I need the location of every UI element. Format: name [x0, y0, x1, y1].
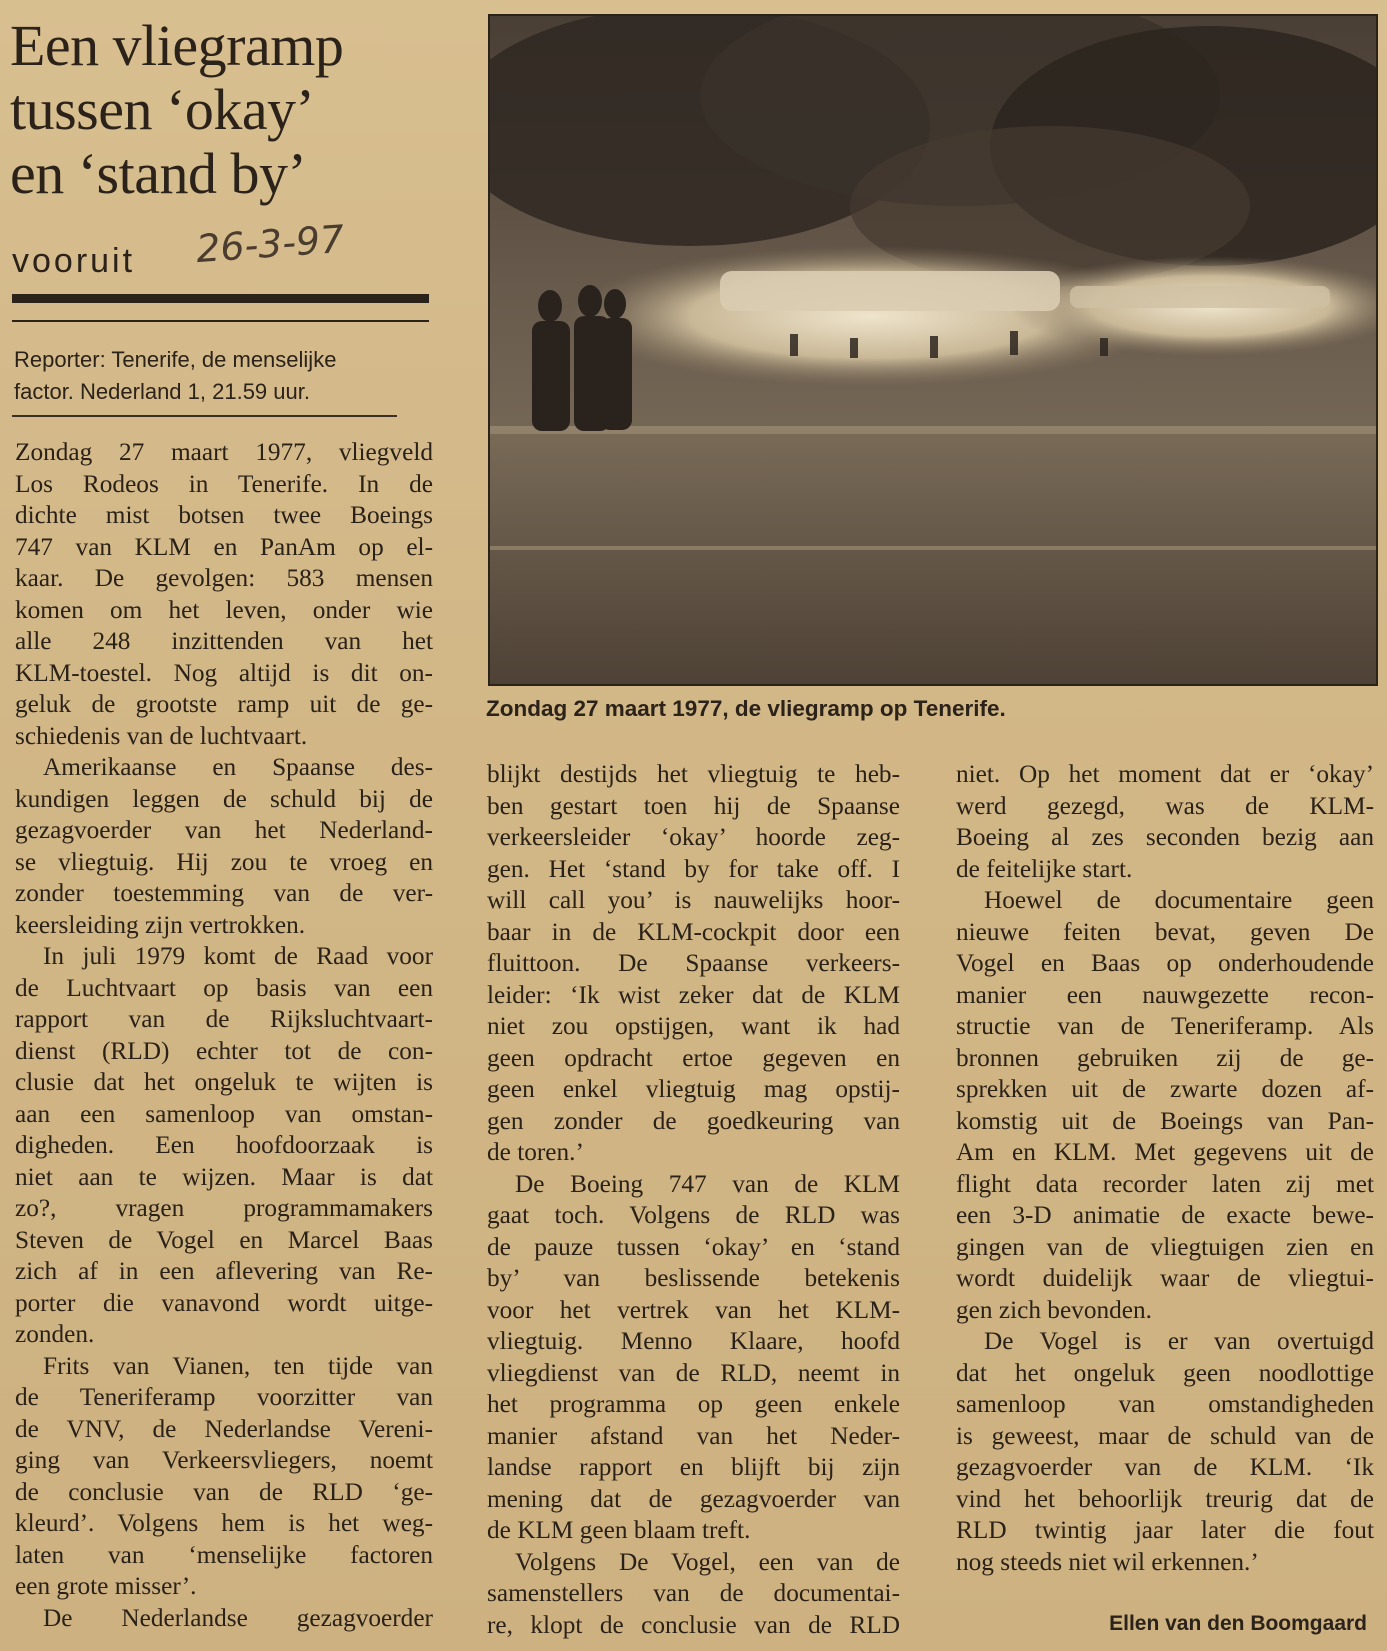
- article-line: by’ van beslissende betekenis: [487, 1264, 900, 1292]
- article-line: voor het vertrek van het KLM-: [487, 1295, 900, 1324]
- article-line: Vogel en Baas op onderhoudende: [956, 949, 1374, 977]
- article-line: nog steeds niet wil erkennen.’: [956, 1547, 1259, 1576]
- article-line: alle 248 inzittenden van het: [15, 627, 433, 655]
- article-line: KLM-toestel. Nog altijd is dit on-: [15, 658, 433, 687]
- byline: Ellen van den Boomgaard: [1109, 1612, 1367, 1635]
- article-line: nieuwe feiten bevat, geven De: [956, 917, 1374, 946]
- photo-illustration: [490, 16, 1376, 684]
- article-line: digheden. Een hoofdoorzaak is: [15, 1131, 433, 1159]
- article-line: samenloop van omstandigheden: [956, 1390, 1374, 1418]
- article-line: Zondag 27 maart 1977, vliegveld: [15, 438, 433, 466]
- article-line: werd gezegd, was de KLM-: [956, 791, 1374, 820]
- article-line: de pauze tussen ‘okay’ en ‘stand: [487, 1232, 900, 1261]
- headline-line: Een vliegramp: [10, 13, 344, 78]
- photo-caption: Zondag 27 maart 1977, de vliegramp op Tenerife.: [486, 696, 1006, 721]
- article-line: komen om het leven, onder wie: [15, 595, 433, 624]
- article-line: mening dat de gezagvoerder van: [487, 1484, 900, 1513]
- article-line: Volgens De Vogel, een van de: [515, 1547, 900, 1576]
- article-line: bronnen gebruiken zij de ge-: [956, 1043, 1374, 1072]
- article-line: sprekken uit de zwarte dozen af-: [956, 1075, 1374, 1103]
- article-line: laten van ‘menselijke factoren: [15, 1540, 433, 1569]
- article-line: De Nederlandse gezagvoerder: [43, 1603, 433, 1632]
- article-column-1: [15, 437, 433, 1634]
- article-line: manier een nauwgezette recon-: [956, 980, 1374, 1009]
- article-line: de conclusie van de RLD ‘ge-: [15, 1477, 433, 1506]
- article-line: zo?, vragen programmamakers: [15, 1194, 433, 1222]
- article-line: Am en KLM. Met gegevens uit de: [956, 1138, 1374, 1166]
- article-line: manier afstand van het Neder-: [487, 1421, 900, 1450]
- article-line: de KLM geen blaam treft.: [487, 1516, 751, 1544]
- article-line: clusie dat het ongeluk te wijten is: [15, 1068, 433, 1096]
- article-line: niet zou opstijgen, want ik had: [487, 1012, 900, 1040]
- article-line: gen. Het ‘stand by for take off. I: [487, 854, 900, 883]
- article-line: aan een samenloop van omstan-: [15, 1099, 433, 1128]
- article-line: zonder toestemming van de ver-: [15, 879, 433, 907]
- newspaper-source: vooruit: [12, 242, 136, 280]
- article-line: dat het ongeluk geen noodlottige: [956, 1358, 1374, 1387]
- article-line: de Luchtvaart op basis van een: [15, 973, 433, 1002]
- article-line: gezagvoerder van het Nederland-: [15, 816, 433, 844]
- article-line: will call you’ is nauwelijks hoor-: [487, 886, 900, 914]
- handwritten-date: 26-3-97: [194, 216, 346, 272]
- article-line: kleurd’. Volgens hem is het weg-: [15, 1509, 433, 1537]
- article-line: vliegdienst van de RLD, neemt in: [487, 1358, 900, 1387]
- article-line: De Vogel is er van overtuigd: [984, 1327, 1374, 1355]
- article-line: structie van de Teneriferamp. Als: [956, 1012, 1374, 1040]
- article-column-2: [487, 759, 900, 1641]
- article-line: een grote misser’.: [15, 1572, 197, 1600]
- article-line: zonden.: [15, 1320, 95, 1348]
- article-line: gingen van de vliegtuigen zien en: [956, 1232, 1374, 1261]
- article-line: verkeersleider ‘okay’ hoorde zeg-: [487, 823, 900, 851]
- divider-thick: [12, 294, 429, 303]
- photo-plane-crash: [488, 14, 1378, 686]
- headline-line: tussen ‘okay’: [10, 77, 315, 142]
- headline: [10, 14, 450, 206]
- article-line: geen enkel vliegtuig mag opstij-: [487, 1075, 900, 1103]
- article-line: niet. Op het moment dat er ‘okay’: [956, 760, 1374, 788]
- article-line: keersleiding zijn vertrokken.: [15, 910, 306, 939]
- article-line: geen opdracht ertoe gegeven en: [487, 1043, 900, 1072]
- article-line: fluittoon. De Spaanse verkeers-: [487, 949, 900, 977]
- article-line: niet aan te wijzen. Maar is dat: [15, 1162, 433, 1191]
- article-line: gen zich bevonden.: [956, 1295, 1152, 1324]
- article-line: schiedenis van de luchtvaart.: [15, 721, 308, 750]
- article-line: dichte mist botsen twee Boeings: [15, 501, 433, 529]
- article-line: ging van Verkeersvliegers, noemt: [15, 1446, 433, 1474]
- article-line: gezagvoerder van de KLM. ‘Ik: [956, 1453, 1374, 1481]
- article-line: 747 van KLM en PanAm op el-: [15, 532, 433, 561]
- article-line: De Boeing 747 van de KLM: [515, 1169, 900, 1198]
- article-line: komstig uit de Boeings van Pan-: [956, 1106, 1374, 1135]
- article-line: Los Rodeos in Tenerife. In de: [15, 469, 433, 498]
- article-line: kaar. De gevolgen: 583 mensen: [15, 564, 433, 592]
- article-line: RLD twintig jaar later die fout: [956, 1516, 1374, 1544]
- article-line: ben gestart toen hij de Spaanse: [487, 791, 900, 820]
- article-column-3: [956, 759, 1374, 1578]
- article-line: Boeing al zes seconden bezig aan: [956, 823, 1374, 851]
- article-line: In juli 1979 komt de Raad voor: [43, 942, 433, 970]
- article-line: de toren.’: [487, 1138, 584, 1166]
- article-line: blijkt destijds het vliegtuig te heb-: [487, 760, 900, 788]
- article-line: is geweest, maar de schuld van de: [956, 1421, 1374, 1450]
- article-line: Frits van Vianen, ten tijde van: [43, 1351, 433, 1380]
- article-line: leider: ‘Ik wist zeker dat de KLM: [487, 980, 900, 1009]
- article-line: een 3-D animatie de exacte bewe-: [956, 1201, 1374, 1229]
- article-line: gen zonder de goedkeuring van: [487, 1106, 900, 1135]
- article-line: het programma op geen enkele: [487, 1390, 900, 1418]
- article-line: zich af in een aflevering van Re-: [15, 1257, 433, 1285]
- divider-thin: [12, 320, 429, 322]
- article-line: landse rapport en blijft bij zijn: [487, 1453, 900, 1481]
- article-line: vliegtuig. Menno Klaare, hoofd: [487, 1327, 900, 1355]
- article-line: gaat toch. Volgens de RLD was: [487, 1201, 900, 1229]
- article-line: kundigen leggen de schuld bij de: [15, 784, 433, 813]
- program-info: [14, 344, 434, 408]
- article-line: se vliegtuig. Hij zou te vroeg en: [15, 847, 433, 876]
- article-line: Steven de Vogel en Marcel Baas: [15, 1225, 433, 1254]
- article-line: flight data recorder laten zij met: [956, 1169, 1374, 1198]
- article-line: vind het behoorlijk treurig dat de: [956, 1484, 1374, 1513]
- article-line: Amerikaanse en Spaanse des-: [43, 753, 433, 781]
- article-line: baar in de KLM-cockpit door een: [487, 917, 900, 946]
- headline-line: en ‘stand by’: [10, 141, 307, 206]
- article-line: rapport van de Rijksluchtvaart-: [15, 1005, 433, 1033]
- program-info-line: Reporter: Tenerife, de menselijke: [14, 347, 337, 372]
- article-line: de Teneriferamp voorzitter van: [15, 1383, 433, 1411]
- article-line: de feitelijke start.: [956, 854, 1133, 883]
- article-line: samenstellers van de documentai-: [487, 1579, 900, 1607]
- article-line: Hoewel de documentaire geen: [984, 886, 1374, 914]
- article-line: re, klopt de conclusie van de RLD: [487, 1610, 900, 1639]
- article-line: dienst (RLD) echter tot de con-: [15, 1036, 433, 1065]
- article-line: wordt duidelijk waar de vliegtui-: [956, 1264, 1374, 1292]
- article-line: porter die vanavond wordt uitge-: [15, 1288, 433, 1317]
- divider-thin: [12, 415, 397, 417]
- article-line: de VNV, de Nederlandse Vereni-: [15, 1414, 433, 1443]
- program-info-line: factor. Nederland 1, 21.59 uur.: [14, 379, 310, 404]
- article-line: geluk de grootste ramp uit de ge-: [15, 690, 433, 718]
